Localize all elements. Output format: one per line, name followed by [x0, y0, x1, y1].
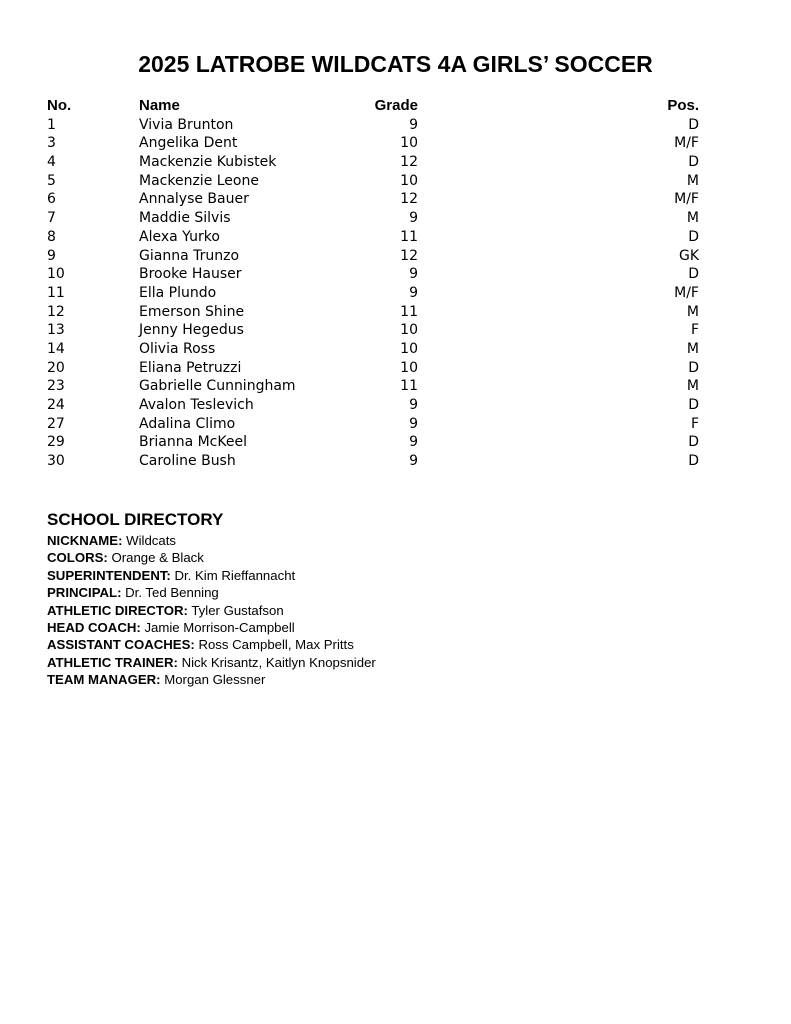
player-position: D	[688, 228, 699, 245]
player-name: Brooke Hauser	[139, 266, 242, 283]
player-number: 30	[47, 453, 65, 470]
directory-key: NICKNAME:	[47, 533, 123, 548]
player-number: 6	[47, 191, 56, 208]
directory-entry	[47, 636, 376, 653]
directory-key: PRINCIPAL:	[47, 585, 122, 601]
player-number: 7	[47, 210, 56, 227]
player-number: 8	[47, 228, 56, 245]
player-name: Gianna Trunzo	[139, 247, 240, 264]
player-position: GK	[678, 247, 699, 264]
directory-value: Jamie Morrison-Campbell	[144, 620, 295, 636]
player-grade: 9	[409, 397, 418, 413]
player-grade: 11	[400, 303, 418, 320]
directory-value: Tyler Gustafson	[191, 602, 284, 618]
player-name: Gabrielle Cunningham	[139, 378, 296, 395]
table-row	[47, 433, 699, 452]
directory-entry	[47, 567, 376, 584]
table-row	[47, 396, 699, 415]
player-name: Vivia Brunton	[139, 116, 234, 133]
player-number: 13	[47, 322, 65, 339]
directory-list	[47, 532, 376, 689]
header-number: No.	[47, 97, 72, 114]
player-position: D	[688, 397, 699, 413]
player-number: 23	[47, 378, 65, 395]
header-grade: Grade	[374, 97, 418, 114]
player-position: D	[688, 154, 699, 171]
player-name: Emerson Shine	[139, 303, 245, 320]
directory-value: Dr. Ted Benning	[125, 585, 219, 601]
player-grade: 9	[409, 415, 418, 432]
player-position: M	[686, 378, 699, 395]
player-name: Adalina Climo	[139, 415, 236, 432]
directory-key: ATHLETIC TRAINER:	[47, 654, 178, 670]
player-position: M	[686, 303, 699, 320]
player-name: Maddie Silvis	[139, 210, 231, 227]
directory-heading: SCHOOL DIRECTORY	[47, 510, 224, 529]
directory-value: Ross Campbell, Max Pritts	[198, 637, 354, 653]
directory-entry	[47, 584, 376, 601]
player-name: Mackenzie Leone	[139, 172, 259, 189]
player-number: 24	[47, 397, 65, 413]
directory-key: TEAM MANAGER:	[47, 672, 161, 688]
school-directory	[47, 509, 376, 689]
player-number: 11	[47, 284, 65, 301]
player-position: M	[686, 210, 699, 227]
header-name: Name	[139, 97, 180, 114]
player-name: Annalyse Bauer	[139, 191, 249, 208]
player-name: Mackenzie Kubistek	[139, 154, 277, 171]
player-name: Brianna McKeel	[139, 434, 247, 451]
player-grade: 10	[400, 172, 418, 189]
player-grade: 9	[409, 210, 418, 227]
player-name: Olivia Ross	[139, 340, 216, 357]
directory-value: Wildcats	[126, 533, 176, 548]
player-position: F	[690, 415, 699, 432]
player-grade: 10	[400, 135, 418, 152]
player-grade: 12	[400, 247, 418, 264]
player-number: 4	[47, 154, 56, 171]
roster-table	[47, 97, 699, 471]
player-number: 14	[47, 340, 65, 357]
player-grade: 10	[400, 359, 418, 376]
table-row	[47, 209, 699, 228]
player-grade: 9	[409, 116, 418, 133]
player-position: M	[686, 172, 699, 189]
player-number: 27	[47, 415, 65, 432]
table-row	[47, 377, 699, 396]
table-row	[47, 172, 699, 191]
header-position: Pos.	[667, 97, 699, 114]
player-name: Angelika Dent	[139, 135, 238, 152]
player-number: 12	[47, 303, 65, 320]
directory-key: ASSISTANT COACHES:	[47, 637, 195, 653]
directory-value: Nick Krisantz, Kaitlyn Knopsnider	[181, 654, 376, 670]
player-number: 20	[47, 359, 65, 376]
player-position: F	[690, 322, 699, 339]
player-name: Avalon Teslevich	[139, 397, 254, 413]
player-name: Jenny Hegedus	[139, 322, 244, 339]
player-position: M/F	[674, 284, 699, 301]
table-row	[47, 190, 699, 209]
directory-entry	[47, 602, 376, 619]
player-number: 10	[47, 266, 65, 283]
player-grade: 9	[409, 284, 418, 301]
table-row	[47, 265, 699, 284]
player-number: 9	[47, 247, 56, 264]
player-grade: 11	[400, 228, 418, 245]
table-row	[47, 340, 699, 359]
player-grade: 11	[400, 378, 418, 395]
directory-value: Morgan Glessner	[164, 672, 266, 688]
player-name: Eliana Petruzzi	[139, 359, 242, 376]
player-grade: 9	[409, 266, 418, 283]
player-position: M	[686, 340, 699, 357]
directory-key: HEAD COACH:	[47, 620, 141, 636]
table-row	[47, 321, 699, 340]
player-name: Alexa Yurko	[139, 228, 220, 245]
player-number: 3	[47, 135, 56, 152]
page-title: 2025 LATROBE WILDCATS 4A GIRLS’ SOCCER	[138, 51, 653, 77]
player-grade: 12	[400, 154, 418, 171]
player-grade: 9	[409, 453, 418, 470]
table-row	[47, 134, 699, 153]
player-position: D	[688, 266, 699, 283]
player-name: Caroline Bush	[139, 453, 236, 470]
directory-entry	[47, 671, 376, 688]
directory-value: Orange & Black	[111, 550, 204, 566]
directory-key: SUPERINTENDENT:	[47, 567, 171, 583]
table-row	[47, 153, 699, 172]
player-position: D	[688, 453, 699, 470]
table-row	[47, 116, 699, 135]
table-row	[47, 452, 699, 471]
player-grade: 10	[400, 340, 418, 357]
directory-entry	[47, 654, 376, 671]
directory-entry	[47, 619, 376, 636]
player-position: M/F	[674, 135, 699, 152]
player-name: Ella Plundo	[139, 284, 217, 301]
table-row	[47, 228, 699, 247]
directory-value: Dr. Kim Rieffannacht	[174, 567, 296, 583]
directory-entry	[47, 549, 376, 566]
table-row	[47, 359, 699, 378]
player-position: D	[688, 434, 699, 451]
table-row	[47, 247, 699, 266]
directory-key: ATHLETIC DIRECTOR:	[47, 602, 188, 618]
player-number: 1	[47, 116, 56, 133]
player-position: D	[688, 116, 699, 133]
roster-header-row	[47, 97, 699, 116]
player-number: 29	[47, 434, 65, 451]
player-position: D	[688, 359, 699, 376]
directory-key: COLORS:	[47, 550, 108, 566]
directory-entry	[47, 532, 376, 549]
player-grade: 12	[400, 191, 418, 208]
table-row	[47, 415, 699, 434]
player-grade: 10	[400, 322, 418, 339]
player-grade: 9	[409, 434, 418, 451]
table-row	[47, 303, 699, 322]
roster-body	[47, 116, 699, 471]
player-position: M/F	[674, 191, 699, 208]
table-row	[47, 284, 699, 303]
player-number: 5	[47, 172, 56, 189]
